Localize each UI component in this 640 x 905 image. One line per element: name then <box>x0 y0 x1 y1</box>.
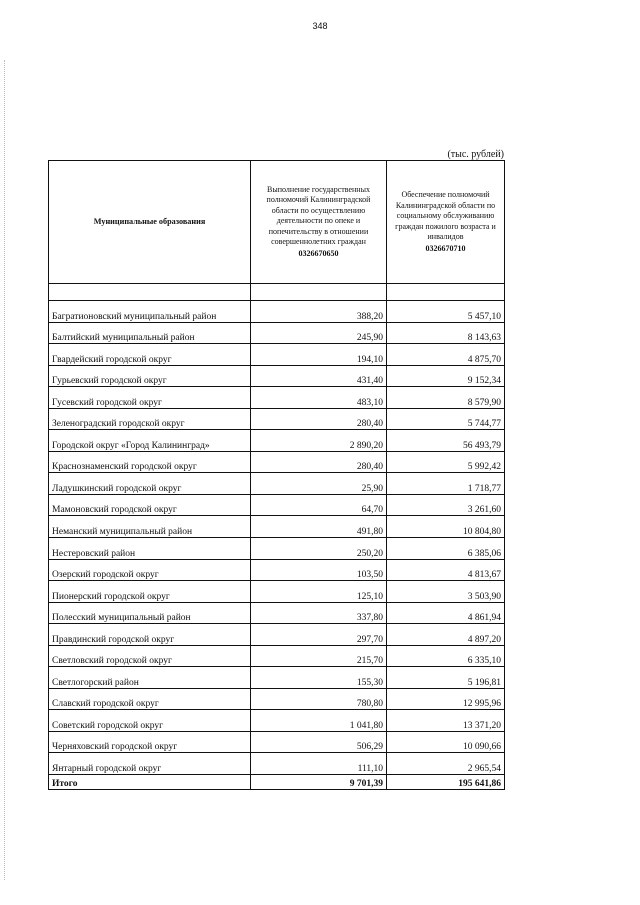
guardianship-value-cell: 194,10 <box>251 344 387 366</box>
scan-margin-marks <box>4 60 6 880</box>
page-number: 348 <box>312 21 328 31</box>
table-row <box>49 387 505 409</box>
guardianship-value-cell: 9 701,39 <box>251 775 387 790</box>
social-service-value-cell: 4 875,70 <box>387 344 505 366</box>
social-service-value-cell: 8 579,90 <box>387 387 505 409</box>
social-service-value-cell: 8 143,63 <box>387 322 505 344</box>
social-service-value-cell: 10 090,66 <box>387 731 505 753</box>
guardianship-value-cell: 64,70 <box>251 494 387 516</box>
header-social-service-text: Обеспечение полномочий Калининградской области по социальному обслуживанию граждан пожилого возраста и инвалидов <box>395 190 496 241</box>
municipality-name-cell: Правдинский городской округ <box>49 624 251 646</box>
municipality-name-cell: Советский городской округ <box>49 710 251 732</box>
municipality-name-cell: Ладушкинский городской округ <box>49 473 251 495</box>
guardianship-value-cell: 25,90 <box>251 473 387 495</box>
social-service-value-cell: 5 992,42 <box>387 451 505 473</box>
social-service-value-cell: 3 503,90 <box>387 581 505 603</box>
municipality-name-cell: Итого <box>49 775 251 790</box>
municipality-name-cell: Краснознаменский городской округ <box>49 451 251 473</box>
table-header <box>49 161 505 284</box>
municipality-name-cell: Озерский городской округ <box>49 559 251 581</box>
municipality-name-cell: Городской округ «Город Калининград» <box>49 430 251 452</box>
guardianship-value-cell: 506,29 <box>251 731 387 753</box>
table-row <box>49 559 505 581</box>
municipality-name-cell: Зеленоградский городской округ <box>49 408 251 430</box>
municipality-name-cell: Янтарный городской округ <box>49 753 251 775</box>
social-service-value-cell: 10 804,80 <box>387 516 505 538</box>
spacer-row <box>49 284 505 301</box>
guardianship-value-cell: 1 041,80 <box>251 710 387 732</box>
guardianship-value-cell: 483,10 <box>251 387 387 409</box>
table-row <box>49 451 505 473</box>
header-guardianship-code: 0326670650 <box>298 248 339 258</box>
municipality-name-cell: Багратионовский муниципальный район <box>49 301 251 323</box>
guardianship-value-cell: 280,40 <box>251 408 387 430</box>
table-row <box>49 494 505 516</box>
table-row <box>49 538 505 560</box>
table-row <box>49 667 505 689</box>
table-row <box>49 688 505 710</box>
municipality-name-cell: Нестеровский район <box>49 538 251 560</box>
header-guardianship-text: Выполнение государственных полномочий Калининградской области по осуществлению деятельности по опеке и попечительству в отношении совершеннолетних граждан <box>266 184 371 247</box>
table-row <box>49 430 505 452</box>
table-row <box>49 408 505 430</box>
guardianship-value-cell: 250,20 <box>251 538 387 560</box>
table-row <box>49 710 505 732</box>
municipality-name-cell: Полесский муниципальный район <box>49 602 251 624</box>
social-service-value-cell: 3 261,60 <box>387 494 505 516</box>
guardianship-value-cell: 491,80 <box>251 516 387 538</box>
table-row <box>49 753 505 775</box>
table-row <box>49 581 505 603</box>
municipality-name-cell: Славский городской округ <box>49 688 251 710</box>
social-service-value-cell: 5 744,77 <box>387 408 505 430</box>
municipality-name-cell: Неманский муниципальный район <box>49 516 251 538</box>
guardianship-value-cell: 103,50 <box>251 559 387 581</box>
table-row <box>49 645 505 667</box>
social-service-value-cell: 6 335,10 <box>387 645 505 667</box>
budget-table <box>48 160 505 790</box>
municipality-name-cell: Мамоновский городской округ <box>49 494 251 516</box>
guardianship-value-cell: 337,80 <box>251 602 387 624</box>
total-row <box>49 775 505 790</box>
social-service-value-cell: 5 457,10 <box>387 301 505 323</box>
header-municipalities: Муниципальные образования <box>49 161 251 284</box>
municipality-name-cell: Черняховский городской округ <box>49 731 251 753</box>
header-social-service <box>387 161 505 284</box>
municipality-name-cell: Гусевский городской округ <box>49 387 251 409</box>
table-row <box>49 602 505 624</box>
social-service-value-cell: 4 813,67 <box>387 559 505 581</box>
social-service-value-cell: 6 385,06 <box>387 538 505 560</box>
social-service-value-cell: 2 965,54 <box>387 753 505 775</box>
table-row <box>49 731 505 753</box>
municipality-name-cell: Светловский городской округ <box>49 645 251 667</box>
municipality-name-cell: Гурьевский городской округ <box>49 365 251 387</box>
guardianship-value-cell: 155,30 <box>251 667 387 689</box>
social-service-value-cell: 1 718,77 <box>387 473 505 495</box>
table-row <box>49 301 505 323</box>
guardianship-value-cell: 125,10 <box>251 581 387 603</box>
municipality-name-cell: Балтийский муниципальный район <box>49 322 251 344</box>
social-service-value-cell: 4 897,20 <box>387 624 505 646</box>
table-row <box>49 365 505 387</box>
header-guardianship <box>251 161 387 284</box>
table-row <box>49 624 505 646</box>
social-service-value-cell: 195 641,86 <box>387 775 505 790</box>
social-service-value-cell: 5 196,81 <box>387 667 505 689</box>
guardianship-value-cell: 280,40 <box>251 451 387 473</box>
guardianship-value-cell: 215,70 <box>251 645 387 667</box>
table-row <box>49 322 505 344</box>
guardianship-value-cell: 111,10 <box>251 753 387 775</box>
municipality-name-cell: Гвардейский городской округ <box>49 344 251 366</box>
units-label: (тыс. рублей) <box>447 149 504 160</box>
guardianship-value-cell: 780,80 <box>251 688 387 710</box>
social-service-value-cell: 4 861,94 <box>387 602 505 624</box>
header-social-service-code: 0326670710 <box>425 243 466 253</box>
municipality-name-cell: Пионерский городской округ <box>49 581 251 603</box>
municipality-name-cell: Светлогорский район <box>49 667 251 689</box>
table-row <box>49 344 505 366</box>
guardianship-value-cell: 297,70 <box>251 624 387 646</box>
social-service-value-cell: 13 371,20 <box>387 710 505 732</box>
table-row <box>49 473 505 495</box>
social-service-value-cell: 12 995,96 <box>387 688 505 710</box>
guardianship-value-cell: 388,20 <box>251 301 387 323</box>
guardianship-value-cell: 431,40 <box>251 365 387 387</box>
table-body <box>49 284 505 790</box>
guardianship-value-cell: 245,90 <box>251 322 387 344</box>
social-service-value-cell: 56 493,79 <box>387 430 505 452</box>
guardianship-value-cell: 2 890,20 <box>251 430 387 452</box>
social-service-value-cell: 9 152,34 <box>387 365 505 387</box>
table-row <box>49 516 505 538</box>
